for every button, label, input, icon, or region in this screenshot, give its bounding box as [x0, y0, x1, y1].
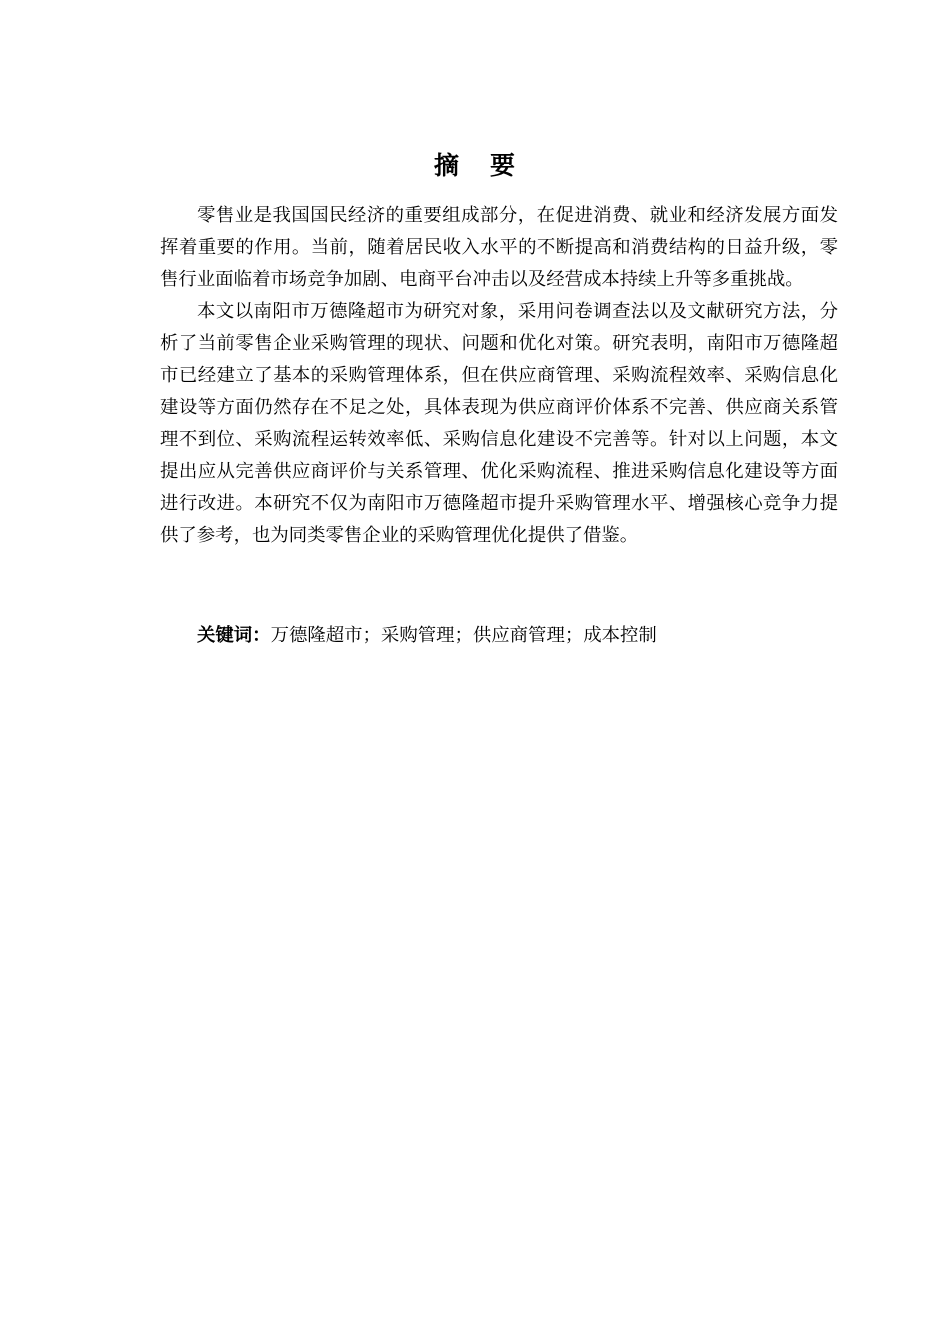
keywords-label: 关键词：: [197, 625, 271, 646]
abstract-paragraph-1: 零售业是我国国民经济的重要组成部分，在促进消费、就业和经济发展方面发挥着重要的作用。当前，随着居民收入水平的不断提高和消费结构的日益升级，零售行业面临着市场竞争加剧、电商平台冲击以及经营成本持续上升等多重挑战。: [160, 205, 838, 290]
abstract-paragraph-2: 本文以南阳市万德隆超市为研究对象，采用问卷调查法以及文献研究方法，分析了当前零售企业采购管理的现状、问题和优化对策。研究表明，南阳市万德隆超市已经建立了基本的采购管理体系，但在供应商管理、采购流程效率、采购信息化建设等方面仍然存在不足之处，具体表现为供应商评价体系不完善、供应商关系管理不到位、采购流程运转效率低、采购信息化建设不完善等。针对以上问题，本文提出应从完善供应商评价与关系管理、优化采购流程、推进采购信息化建设等方面进行改进。本研究不仅为南阳市万德隆超市提升采购管理水平、增强核心竞争力提供了参考，也为同类零售企业的采购管理优化提供了借鉴。: [160, 301, 838, 546]
keywords-text: 万德隆超市；采购管理；供应商管理；成本控制: [270, 625, 657, 646]
abstract-body: [160, 200, 838, 552]
abstract-title: [0, 148, 950, 184]
abstract-title-char-1: 摘: [433, 151, 460, 180]
keywords-line: [197, 620, 837, 652]
abstract-title-char-2: 要: [490, 151, 517, 180]
